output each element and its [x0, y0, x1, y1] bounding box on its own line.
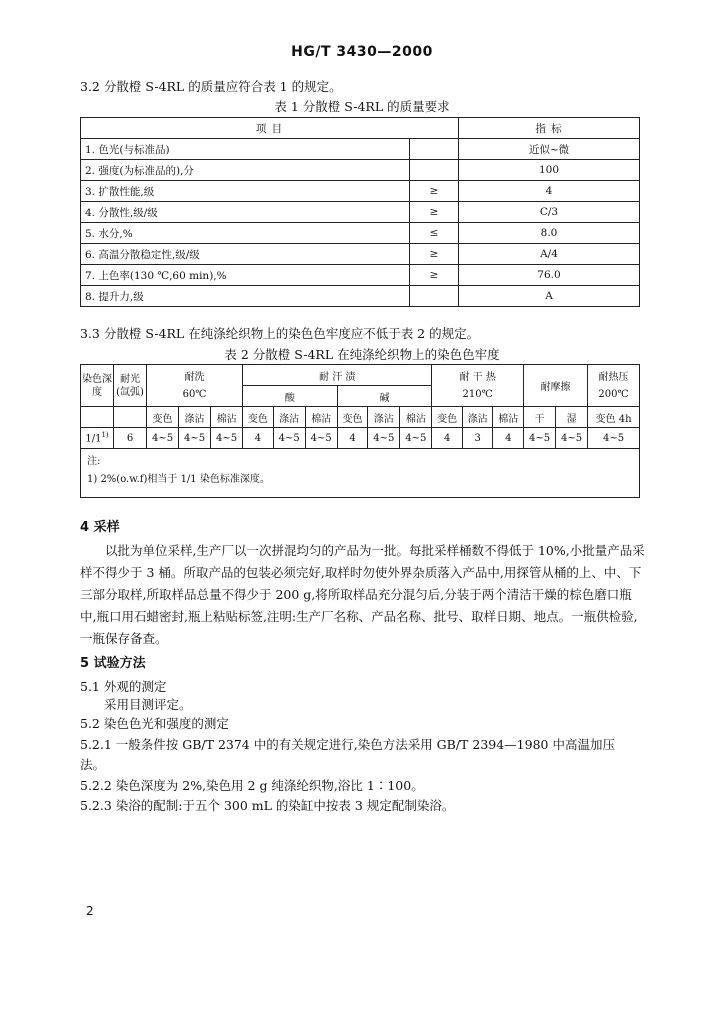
table2-subhead: 变色 [432, 407, 463, 428]
table2-value: 4~5 [524, 428, 556, 449]
table2-subhead: 变色 [147, 407, 179, 428]
table2-value: 4~5 [305, 428, 337, 449]
table1-head-item: 项 目 [81, 118, 459, 139]
table1-item: 4. 分散性,级/级 [81, 202, 410, 223]
table1-item: 2. 强度(为标准品的),分 [81, 160, 410, 181]
row-light: 6 [114, 428, 147, 449]
table2-caption: 表 2 分散橙 S-4RL 在纯涤纶织物上的染色色牢度 [224, 347, 500, 362]
table2-value: 4~5 [179, 428, 211, 449]
table2-value: 4~5 [211, 428, 243, 449]
page-header: HG/T 3430—2000 [291, 44, 433, 60]
table2-value: 4~5 [588, 428, 640, 449]
table2-subhead: 变色 [337, 407, 368, 428]
section-4-title: 4 采样 [80, 520, 120, 535]
table1-value: 4 [459, 181, 640, 202]
table1-item: 7. 上色率(130 ℃,60 min),% [81, 265, 410, 286]
table2-value: 3 [462, 428, 493, 449]
table2-subhead: 变色 [243, 407, 274, 428]
table1-item: 6. 高温分散稳定性,级/级 [81, 244, 410, 265]
color-fastness-table [80, 364, 640, 498]
table1-sign [410, 160, 459, 181]
table1-sign: ≥ [410, 244, 459, 265]
table1-caption: 表 1 分散橙 S-4RL 的质量要求 [274, 99, 450, 114]
table2-note: 注: 1) 2%(o.w.f)相当于 1/1 染色标准深度。 [81, 449, 640, 498]
table2-value: 4 [493, 428, 524, 449]
quality-requirements-table [80, 117, 640, 307]
section-5-2-3: 5.2.3 染浴的配制:于五个 300 mL 的染缸中按表 3 规定配制染浴。 [80, 798, 455, 813]
table1-row [81, 202, 640, 223]
section-5-2-1: 5.2.1 一般条件按 GB/T 2374 中的有关规定进行,染色方法采用 GB/T 2394—1980 中高温加压 [80, 737, 615, 752]
table1-sign [410, 286, 459, 307]
table2-value: 4~5 [368, 428, 400, 449]
section-5-1: 5.1 外观的测定 [80, 679, 167, 694]
table1-value: 8.0 [459, 223, 640, 244]
section-5-1-body: 采用目测评定。 [104, 697, 192, 712]
table2-subhead: 干 [524, 407, 556, 428]
table2-subhead: 棉沾 [400, 407, 432, 428]
table1-value: A/4 [459, 244, 640, 265]
table1-row [81, 139, 640, 160]
table1-value: 100 [459, 160, 640, 181]
table1-item: 8. 提升力,级 [81, 286, 410, 307]
table1-value: 近似~微 [459, 139, 640, 160]
section-5-2-1-cont: 法。 [80, 757, 106, 772]
table1-item: 3. 扩散性能,级 [81, 181, 410, 202]
section-5-2-2: 5.2.2 染色深度为 2%,染色用 2 g 纯涤纶织物,浴比 1∶100。 [80, 778, 424, 793]
page-number: 2 [86, 904, 94, 918]
table2-subhead: 涤沾 [368, 407, 400, 428]
table1-sign: ≤ [410, 223, 459, 244]
table1-row [81, 223, 640, 244]
table2-subhead: 棉沾 [305, 407, 337, 428]
table1-row [81, 265, 640, 286]
table2-subhead: 变色 4h [588, 407, 640, 428]
table1-item: 5. 水分,% [81, 223, 410, 244]
table2-subhead: 涤沾 [273, 407, 305, 428]
head-rub: 耐摩擦 [524, 365, 588, 407]
section-3-3-text: 3.3 分散橙 S-4RL 在纯涤纶织物上的染色色牢度应不低于表 2 的规定。 [80, 326, 480, 341]
table2-subhead: 棉沾 [493, 407, 524, 428]
table1-value: A [459, 286, 640, 307]
table2-value: 4~5 [273, 428, 305, 449]
table1-row [81, 286, 640, 307]
table2-value: 4 [243, 428, 274, 449]
table2-subhead: 湿 [556, 407, 588, 428]
table2-value: 4~5 [147, 428, 179, 449]
head-light: 耐光(氙弧) [114, 365, 147, 407]
table2-value: 4~5 [556, 428, 588, 449]
section-4-body: 以批为单位采样,生产厂以一次拼混均匀的产品为一批。每批采样桶数不得低于 10%,小批量产品采样不得少于 3 桶。所取产品的包装必须完好,取样时勿使外界杂质落入产品中,用探管从桶的上、中、下三部分取样,所取样品总量不得少于 200 g,将所取样品充分混匀后,分装于两个清洁干燥的棕色磨口瓶中,瓶口用石蜡密封,瓶上粘贴标签,注明:生产厂名称、产品名称、批号、取样日期、地点。一瓶供检验,一瓶保存备查。 [80, 543, 645, 646]
head-wash: 耐洗 60℃ [147, 365, 243, 407]
table1-value: 76.0 [459, 265, 640, 286]
head-press: 耐热压 200℃ [588, 365, 640, 407]
table1-row [81, 181, 640, 202]
table2-subhead: 棉沾 [211, 407, 243, 428]
table2-value: 4~5 [400, 428, 432, 449]
table1-sign: ≥ [410, 181, 459, 202]
section-5-title: 5 试验方法 [80, 656, 146, 671]
row-depth: 1/1$^{1)}$ [81, 428, 114, 449]
table2-value: 4 [432, 428, 463, 449]
table2-subhead: 涤沾 [462, 407, 493, 428]
head-alkali: 碱 [337, 386, 432, 407]
table1-value: C/3 [459, 202, 640, 223]
table1-sign [410, 139, 459, 160]
section-5-2: 5.2 染色色光和强度的测定 [80, 716, 229, 731]
head-depth: 染色深度 [81, 365, 114, 407]
table1-sign: ≥ [410, 202, 459, 223]
table1-head-index: 指 标 [459, 118, 640, 139]
head-sweat: 耐 汗 渍 [243, 365, 432, 386]
section-3-2-text: 3.2 分散橙 S-4RL 的质量应符合表 1 的规定。 [80, 79, 342, 94]
head-acid: 酸 [243, 386, 338, 407]
table1-row [81, 160, 640, 181]
table2-subhead: 涤沾 [179, 407, 211, 428]
table1-row [81, 244, 640, 265]
table1-item: 1. 色光(与标准品) [81, 139, 410, 160]
head-heat: 耐 干 热 210℃ [432, 365, 524, 407]
table1-sign: ≥ [410, 265, 459, 286]
table2-value: 4 [337, 428, 368, 449]
